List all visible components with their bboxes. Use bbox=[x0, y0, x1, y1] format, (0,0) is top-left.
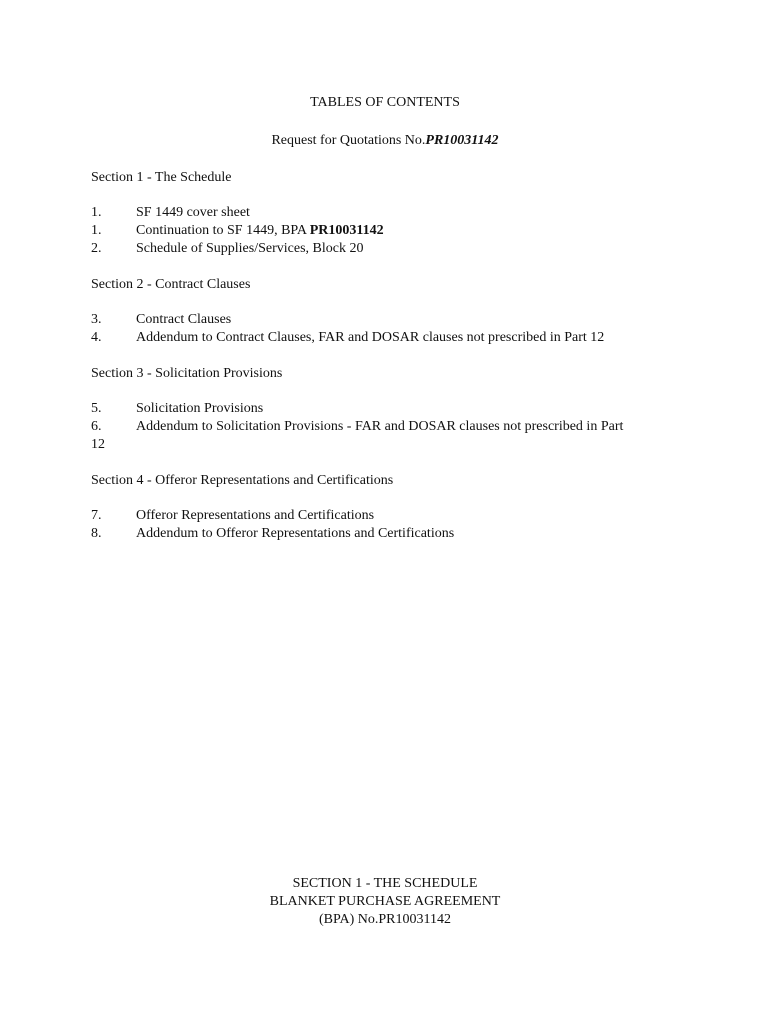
item-text: SF 1449 cover sheet bbox=[136, 205, 250, 220]
rfq-prefix: Request for Quotations No. bbox=[271, 133, 426, 148]
toc-item bbox=[91, 329, 691, 347]
section-1-heading: Section 1 - The Schedule bbox=[91, 170, 232, 185]
item-bpa-number: PR10031142 bbox=[309, 223, 384, 238]
footer-section-title: SECTION 1 - THE SCHEDULE bbox=[292, 876, 478, 891]
toc-item bbox=[91, 204, 691, 222]
toc-item bbox=[91, 400, 691, 418]
item-number: 2. bbox=[91, 241, 102, 256]
toc-item bbox=[91, 525, 691, 543]
toc-item bbox=[91, 240, 691, 258]
item-number: 3. bbox=[91, 312, 102, 327]
section-4-heading: Section 4 - Offeror Representations and Certifications bbox=[91, 473, 394, 488]
footer-agreement-title: BLANKET PURCHASE AGREEMENT bbox=[269, 894, 501, 909]
toc-item bbox=[91, 418, 691, 436]
toc-title: TABLES OF CONTENTS bbox=[310, 95, 460, 110]
toc-item bbox=[91, 507, 691, 525]
item-text: Schedule of Supplies/Services, Block 20 bbox=[136, 241, 364, 256]
item-number: 6. bbox=[91, 419, 102, 434]
item-text: Offeror Representations and Certifications bbox=[136, 508, 375, 523]
toc-item bbox=[91, 222, 691, 240]
item-text: Solicitation Provisions bbox=[136, 401, 264, 416]
item-number: 1. bbox=[91, 205, 102, 220]
footer-bpa-number: (BPA) No.PR10031142 bbox=[319, 912, 451, 927]
item-text-wrap: 12 bbox=[91, 437, 105, 452]
rfq-line bbox=[0, 132, 770, 150]
item-number: 1. bbox=[91, 223, 102, 238]
toc-item bbox=[91, 311, 691, 329]
section-3-heading: Section 3 - Solicitation Provisions bbox=[91, 366, 283, 381]
item-text: Addendum to Contract Clauses, FAR and DOSAR clauses not prescribed in Part 12 bbox=[136, 330, 605, 345]
item-text: Addendum to Solicitation Provisions - FAR and DOSAR clauses not prescribed in Part bbox=[136, 419, 624, 434]
item-number: 4. bbox=[91, 330, 102, 345]
item-number: 5. bbox=[91, 401, 102, 416]
item-text: Continuation to SF 1449, BPA bbox=[136, 223, 310, 238]
item-number: 7. bbox=[91, 508, 102, 523]
item-text: Contract Clauses bbox=[136, 312, 232, 327]
item-text: Addendum to Offeror Representations and Certifications bbox=[136, 526, 455, 541]
rfq-number: PR10031142 bbox=[425, 133, 499, 148]
section-2-heading: Section 2 - Contract Clauses bbox=[91, 277, 251, 292]
item-number: 8. bbox=[91, 526, 102, 541]
